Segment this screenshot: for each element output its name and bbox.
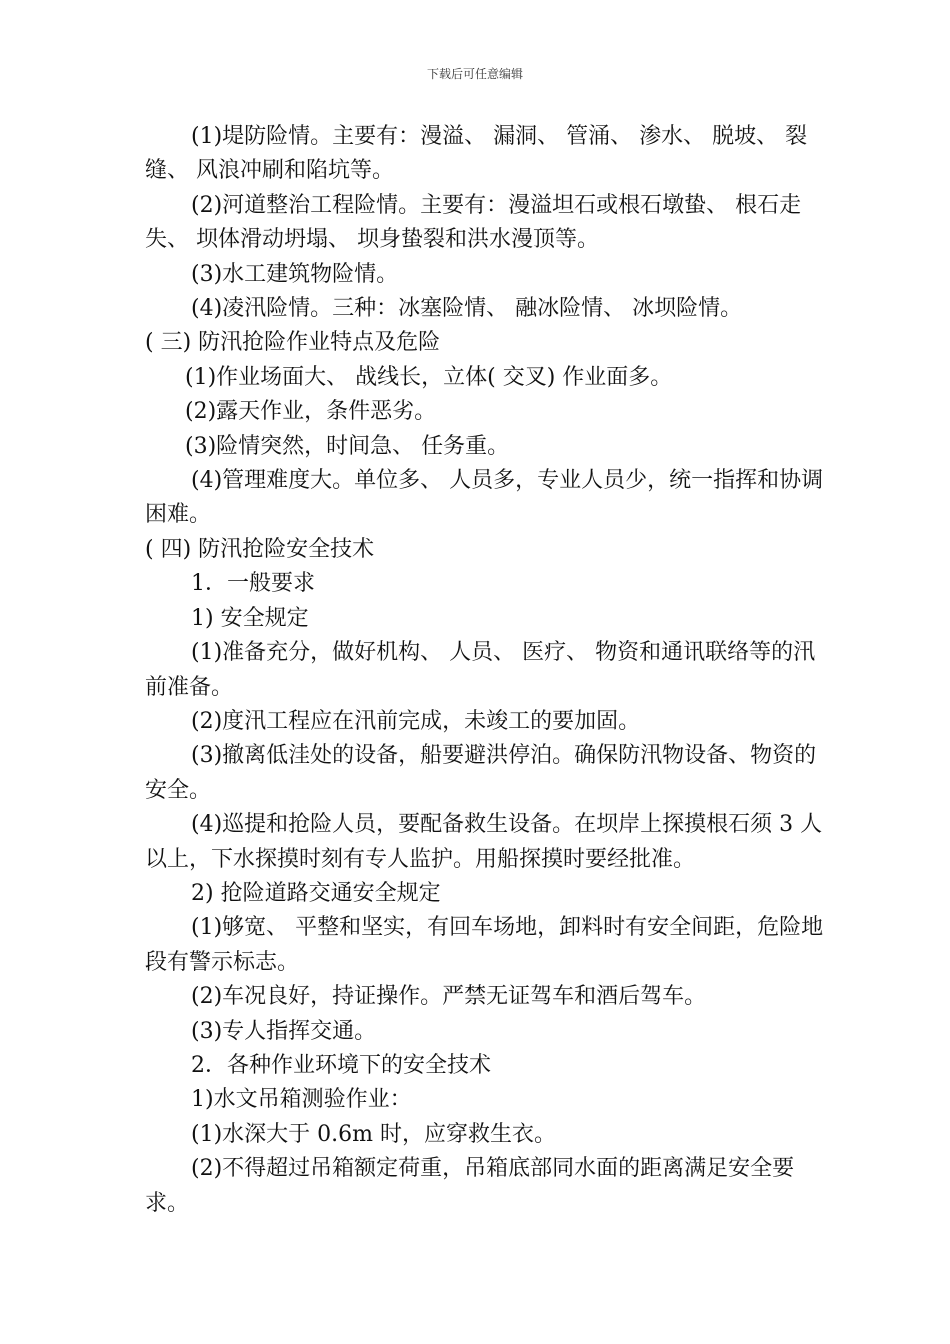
paragraph: (1)水深大于 0.6m 时，应穿救生衣。 [191,1121,556,1147]
paragraph: (2)度汛工程应在汛前完成，未竣工的要加固。 [191,708,641,734]
subsection-heading: 1)水文吊箱测验作业： [191,1087,412,1113]
subsection-heading: 1．一般要求 [191,571,315,597]
paragraph: (1)准备充分，做好机构、 人员、 医疗、 物资和通讯联络等的汛前准备。 [145,640,816,700]
paragraph: (1)堤防险情。主要有：漫溢、 漏洞、 管涌、 渗水、 脱坡、 裂缝、 风浪冲刷和陷坑等。 [145,124,808,184]
paragraph: (4)巡提和抢险人员，要配备救生设备。在坝岸上探摸根石须 3 人以上，下水探摸时刻有专人监护。用船探摸时要经批准。 [145,812,823,872]
page-header: 下载后可任意编辑 [426,67,523,81]
paragraph: (2)车况良好，持证操作。严禁无证驾车和酒后驾车。 [191,984,707,1010]
subsection-heading: 1) 安全规定 [191,605,309,631]
paragraph: (1)作业场面大、 战线长，立体( 交叉) 作业面多。 [185,364,673,390]
section-heading: ( 四) 防汛抢险安全技术 [145,536,375,562]
paragraph: (4)凌汛险情。三种：冰塞险情、 融冰险情、 冰坝险情。 [191,296,743,322]
paragraph: (2)不得超过吊箱额定荷重，吊箱底部同水面的距离满足安全要求。 [145,1156,795,1216]
paragraph: (3)险情突然，时间急、 任务重。 [185,433,510,459]
paragraph: (2)露天作业，条件恶劣。 [185,399,437,425]
document-body [145,120,835,1221]
paragraph: (3)水工建筑物险情。 [191,261,399,287]
paragraph: (2)河道整治工程险情。主要有：漫溢坦石或根石墩蛰、 根石走失、 坝体滑动坍塌、 坝身蛰裂和洪水漫顶等。 [145,192,802,253]
paragraph: (4)管理难度大。单位多、 人员多，专业人员少，统一指挥和协调困难。 [145,468,824,528]
paragraph: (3)专人指挥交通。 [191,1018,377,1044]
subsection-heading: 2．各种作业环境下的安全技术 [191,1052,491,1078]
subsection-heading: 2) 抢险道路交通安全规定 [191,880,441,906]
paragraph: (1)够宽、 平整和坚实，有回车场地，卸料时有安全间距，危险地段有警示标志。 [145,915,824,975]
paragraph: (3)撤离低洼处的设备，船要避洪停泊。确保防汛物设备、物资的安全。 [145,743,817,803]
section-heading: ( 三) 防汛抢险作业特点及危险 [145,330,441,356]
